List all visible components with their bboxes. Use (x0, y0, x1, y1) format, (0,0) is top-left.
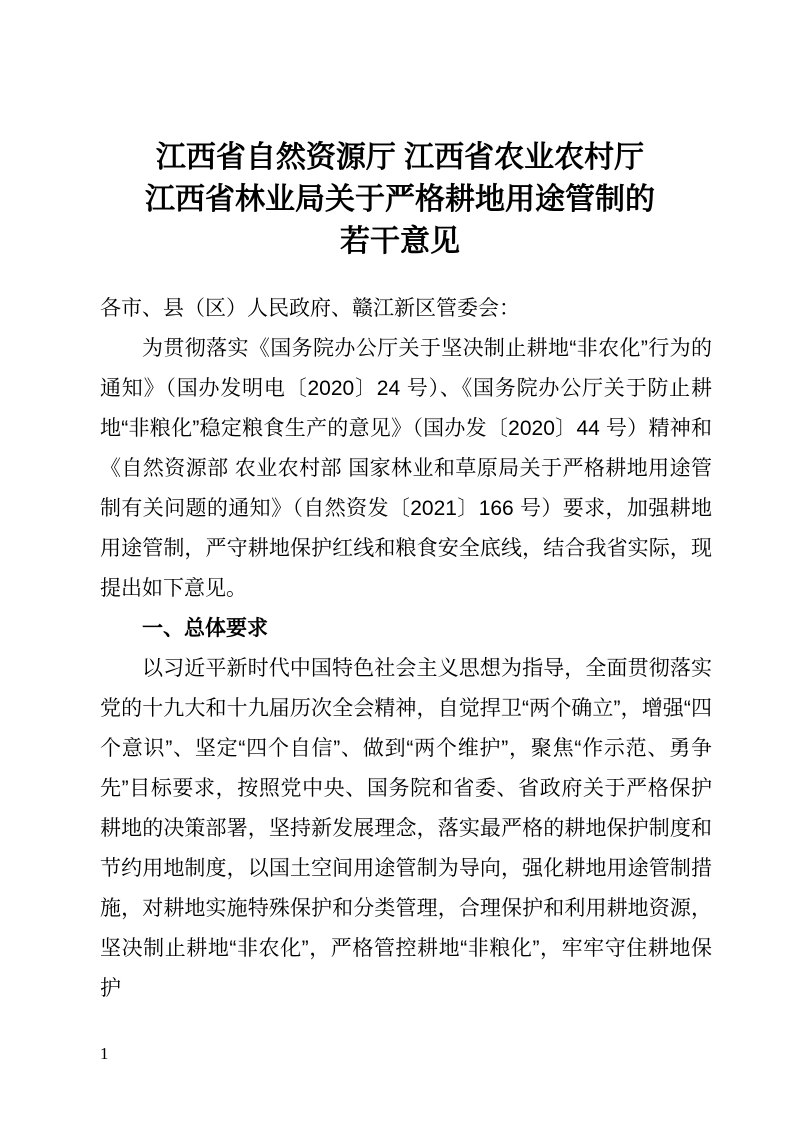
section-1-heading: 一、总体要求 (142, 617, 268, 640)
salutation-line: 各市、县（区）人民政府、赣江新区管委会： (100, 297, 520, 320)
document-body (100, 289, 712, 1009)
page-number: 1 (100, 1044, 109, 1063)
document-title-line-3: 若干意见 (340, 225, 460, 258)
document-title-line-1: 江西省自然资源厅 江西省农业农村厅 (155, 141, 645, 174)
intro-paragraph: 为贯彻落实《国务院办公厅关于坚决制止耕地“非农化”行为的通知》（国办发明电〔2020〕24 号）、《国务院办公厅关于防止耕地“非粮化”稳定粮食生产的意见》（国办发〔2020〕44 号）精神和《自然资源部 农业农村部 国家林业和草原局关于严格耕地用途管制有关问题的通知》（自然资发〔2021〕166 号）要求，加强耕地用途管制，严守耕地保护红线和粮食安全底线，结合我省实际，现提出如下意见。 (100, 337, 712, 600)
document-title (0, 137, 800, 263)
document-title-line-2: 江西省林业局关于严格耕地用途管制的 (145, 183, 655, 216)
section-1-paragraph: 以习近平新时代中国特色社会主义思想为指导，全面贯彻落实党的十九大和十九届历次全会精神，自觉捍卫“两个确立”，增强“四个意识”、坚定“四个自信”、做到“两个维护”，聚焦“作示范、勇争先”目标要求，按照党中央、国务院和省委、省政府关于严格保护耕地的决策部署，坚持新发展理念，落实最严格的耕地保护制度和节约用地制度，以国土空间用途管制为导向，强化耕地用途管制措施，对耕地实施特殊保护和分类管理，合理保护和利用耕地资源，坚决制止耕地“非农化”，严格管控耕地“非粮化”，牢牢守住耕地保护 (100, 657, 712, 1000)
